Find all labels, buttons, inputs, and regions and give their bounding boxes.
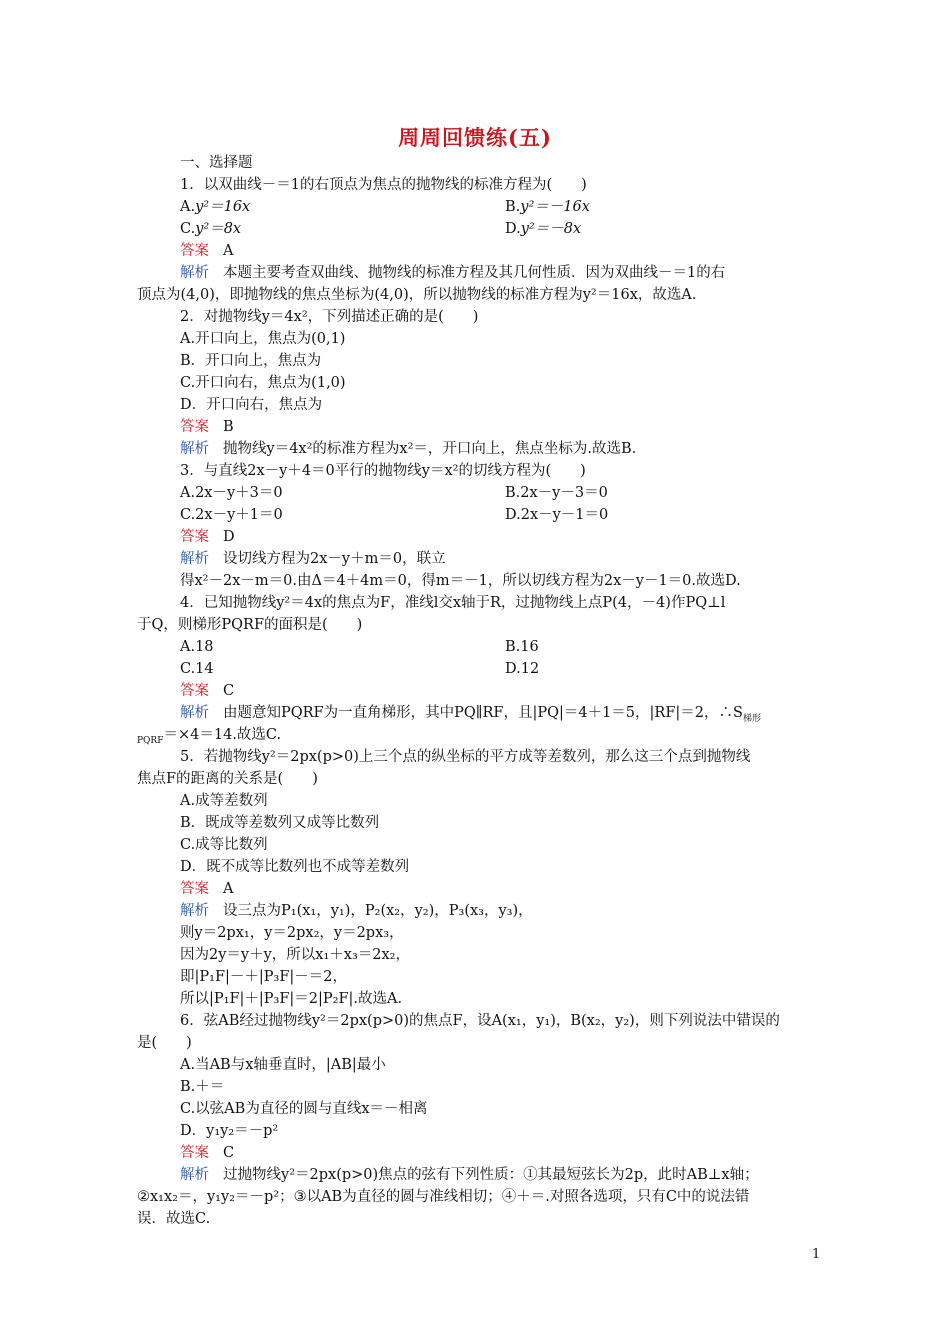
q4-stem: 4．已知抛物线y²＝4x的焦点为F，准线l交x轴于R，过抛物线上点P(4，－4)作PQ⊥l — [180, 595, 726, 611]
q3-option-a: A.2x－y＋3＝0 — [180, 485, 283, 501]
q5-stem-cont: 焦点F的距离的关系是( ) — [137, 771, 318, 787]
q1-option-c: C.y²＝8x — [180, 221, 242, 237]
q4-option-d: D.12 — [505, 661, 540, 677]
q5-option-d: D．既不成等比数列也不成等差数列 — [180, 859, 410, 875]
q4-analysis: 解析 由题意知PQRF为一直角梯形，其中PQ∥RF，且|PQ|＝4＋1＝5，|RF|＝2，$\therefore S_{梯形}$ — [180, 705, 761, 724]
q5-option-a: A.成等差数列 — [180, 793, 268, 809]
q5-analysis-line2: 则y＝2px₁，y＝2px₂，y＝2px₃， — [180, 925, 404, 941]
q4-stem-cont: 于Q，则梯形PQRF的面积是( ) — [137, 617, 363, 633]
q2-option-c: C.开口向右，焦点为(1,0) — [180, 375, 346, 391]
q3-option-c: C.2x－y＋1＝0 — [180, 507, 283, 523]
q5-analysis-line5: 所以|P₁F|＋|P₃F|＝2|P₂F|.故选A. — [180, 991, 403, 1007]
q4-analysis-cont: $_{PQRF}$＝×4＝14.故选C. — [137, 727, 282, 746]
q5-stem: 5．若抛物线y²＝2px(p>0)上三个点的纵坐标的平方成等差数列，那么这三个点到抛物线 — [180, 749, 751, 765]
q5-option-c: C.成等比数列 — [180, 837, 268, 853]
q1-option-d: D.y²＝－8x — [505, 221, 582, 237]
q6-analysis: 解析 过抛物线y²＝2px(p>0)焦点的弦有下列性质：①其最短弦长为2p，此时AB⊥x轴； — [180, 1167, 759, 1183]
q3-analysis: 解析 设切线方程为2x－y＋m＝0，联立 — [180, 551, 446, 567]
q5-analysis-line3: 因为2y＝y＋y，所以x₁＋x₃＝2x₂， — [180, 947, 410, 963]
q6-analysis-line3: 误．故选C. — [137, 1211, 211, 1227]
q4-option-a: A.18 — [180, 639, 214, 655]
q3-analysis-cont: 得x²－2x－m＝0.由Δ＝4＋4m＝0，得m＝－1，所以切线方程为2x－y－1＝0.故选D. — [180, 573, 741, 589]
q2-option-d: D．开口向右，焦点为 — [180, 397, 323, 413]
q2-stem: 2．对抛物线y＝4x²，下列描述正确的是( ) — [180, 309, 479, 325]
q5-answer: 答案 A — [180, 881, 234, 897]
q1-option-b: B.y²＝－16x — [505, 199, 590, 215]
q1-stem: 1．以双曲线－＝1的右顶点为焦点的抛物线的标准方程为( ) — [180, 177, 587, 193]
q6-stem: 6．弦AB经过抛物线y²＝2px(p>0)的焦点F，设A(x₁，y₁)，B(x₂，y₂)，则下列说法中错误的 — [180, 1013, 780, 1029]
q4-answer: 答案 C — [180, 683, 235, 699]
q6-option-c: C.以弦AB为直径的圆与直线x＝－相离 — [180, 1101, 428, 1117]
page-number: 1 — [812, 1247, 821, 1262]
section-heading: 一、选择题 — [180, 155, 253, 171]
q5-option-b: B．既成等差数列又成等比数列 — [180, 815, 380, 831]
q3-stem: 3．与直线2x－y＋4＝0平行的抛物线y＝x²的切线方程为( ) — [180, 463, 586, 479]
q6-option-d: D．y₁y₂＝－p² — [180, 1123, 279, 1139]
q1-analysis: 解析 本题主要考查双曲线、抛物线的标准方程及其几何性质．因为双曲线－＝1的右 — [180, 265, 726, 281]
page-title: 周周回馈练(五) — [398, 125, 552, 150]
q4-option-c: C.14 — [180, 661, 214, 677]
q6-analysis-line2: ②x₁x₂＝，y₁y₂＝－p²；③以AB为直径的圆与准线相切；④＋＝.对照各选项，只有C中的说法错 — [137, 1189, 750, 1205]
q1-option-a: A.y²＝16x — [180, 199, 251, 215]
q5-analysis-line4: 即|P₁F|－＋|P₃F|－＝2， — [180, 969, 348, 985]
q1-analysis-cont: 顶点为(4,0)，即抛物线的焦点坐标为(4,0)，所以抛物线的标准方程为y²＝16x，故选A. — [137, 287, 697, 303]
q2-option-a: A.开口向上，焦点为(0,1) — [180, 331, 346, 347]
q3-option-d: D.2x－y－1＝0 — [505, 507, 609, 523]
q3-answer: 答案 D — [180, 529, 235, 545]
q3-option-b: B.2x－y－3＝0 — [505, 485, 608, 501]
q2-option-b: B．开口向上，焦点为 — [180, 353, 322, 369]
q6-option-a: A.当AB与x轴垂直时，|AB|最小 — [180, 1057, 386, 1073]
q2-answer: 答案 B — [180, 419, 234, 435]
q6-option-b: B.＋＝ — [180, 1079, 225, 1095]
q1-answer: 答案 A — [180, 243, 234, 259]
q6-stem-cont: 是( ) — [137, 1035, 192, 1051]
q2-analysis: 解析 抛物线y＝4x²的标准方程为x²＝，开口向上，焦点坐标为.故选B. — [180, 441, 637, 457]
q6-answer: 答案 C — [180, 1145, 235, 1161]
q5-analysis: 解析 设三点为P₁(x₁，y₁)，P₂(x₂，y₂)，P₃(x₃，y₃)， — [180, 903, 533, 919]
q4-option-b: B.16 — [505, 639, 539, 655]
